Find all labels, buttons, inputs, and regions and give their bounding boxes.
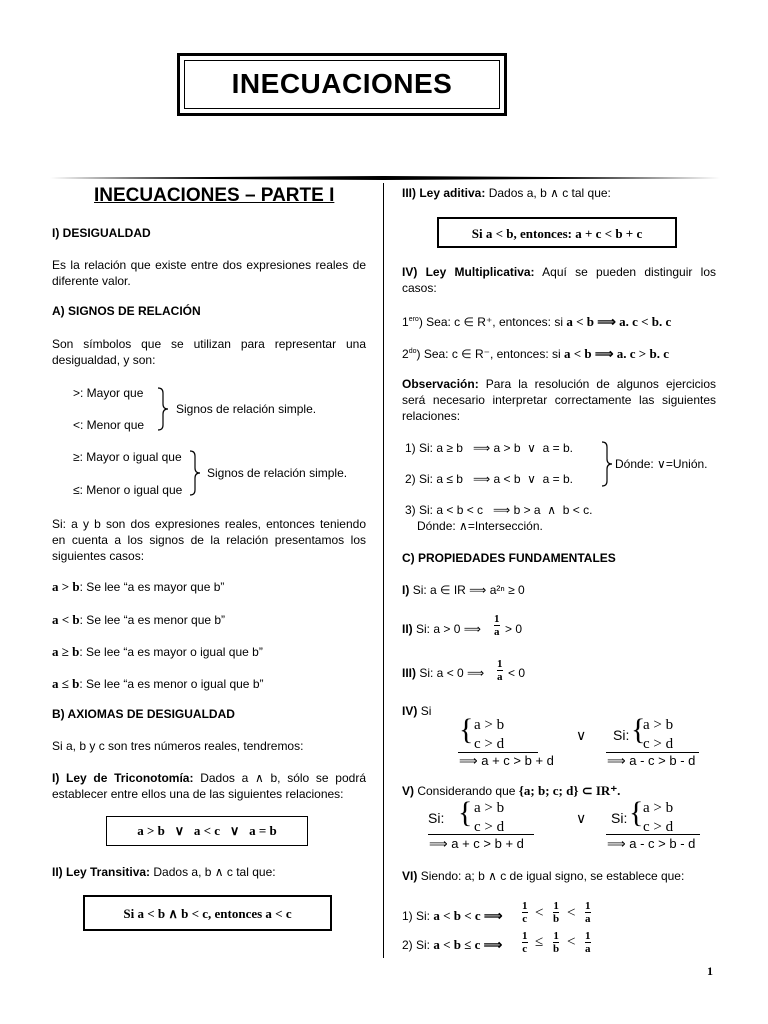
or-symbol: ∨	[576, 810, 587, 826]
signos-title: A) SIGNOS DE RELACIÓN	[52, 304, 201, 318]
si-label: Si:	[613, 727, 630, 743]
prop-6: VI) Siendo: a; b ∧ c de igual signo, se establece que:	[402, 869, 685, 883]
relation-2: 2) Si: a ≤ b ⟹ a < b ∨ a = b.	[405, 472, 573, 486]
case-3: a ≥ b: Se lee “a es mayor o igual que b”	[52, 644, 263, 659]
system-line: a > b	[643, 800, 674, 816]
page-number: 1	[707, 964, 713, 978]
propiedades-title: C) PROPIEDADES FUNDAMENTALES	[402, 551, 616, 565]
system-result: ⟹ a + c > b + d	[429, 836, 524, 851]
brace-icon: {	[459, 713, 474, 746]
ley-multiplicativa: IV) Ley Multiplicativa: Aquí se pueden distinguir los casos:	[402, 265, 716, 295]
relation-3: 3) Si: a < b < c ⟹ b > a ∧ b < c.	[405, 503, 593, 517]
union-note: Dónde: ∨=Unión.	[615, 457, 708, 471]
brace-icon: {	[631, 713, 646, 746]
intersection-note: Dónde: ∧=Intersección.	[417, 519, 543, 533]
relation-1: 1) Si: a ≥ b ⟹ a > b ∨ a = b.	[405, 441, 573, 455]
brace-icon	[188, 450, 202, 496]
fraction: 1 a	[497, 658, 503, 683]
sign-less-equal: ≤: Menor o igual que	[73, 483, 183, 497]
less-symbol: <	[535, 905, 544, 921]
prop-4: IV) Si	[402, 704, 432, 718]
system-result: ⟹ a + c > b + d	[459, 753, 554, 768]
less-equal-symbol: ≤	[535, 934, 544, 950]
page-title: INECUACIONES	[231, 68, 453, 99]
system-line: c > d	[474, 819, 505, 835]
less-symbol: <	[567, 934, 576, 950]
result-rule	[428, 834, 534, 835]
system-line: c > d	[474, 736, 505, 752]
aditiva-box: Si a < b, entonces: a + c < b + c	[437, 217, 677, 248]
prop-3-end: < 0	[508, 666, 526, 680]
case-2: a < b: Se lee “a es menor que b”	[52, 612, 226, 627]
prop-2: II) Si: a > 0 ⟹	[402, 622, 481, 636]
prop-3: III) Si: a < 0 ⟹	[402, 666, 485, 680]
brace-icon	[600, 441, 614, 487]
system-result: ⟹ a - c > b - d	[607, 753, 696, 768]
cases-intro: Si: a y b son dos expresiones reales, entonces teniendo en cuenta a los signos de la relación presentamos los siguientes casos:	[52, 517, 366, 563]
si-label: Si:	[428, 810, 445, 826]
system-line: c > d	[643, 819, 674, 835]
sign-greater: >: Mayor que	[73, 386, 144, 400]
case-4: a ≤ b: Se lee “a es menor o igual que b”	[52, 676, 264, 691]
column-divider	[383, 183, 384, 958]
brace-icon: {	[458, 796, 473, 829]
sign-less: <: Menor que	[73, 418, 145, 432]
ley-transitiva: II) Ley Transitiva: Dados a, b ∧ c tal que:	[52, 865, 276, 879]
fraction: 1 b	[553, 930, 560, 955]
system-result: ⟹ a - c > b - d	[607, 836, 696, 851]
system-line: c > d	[643, 736, 674, 752]
fraction: 1 a	[585, 930, 591, 955]
prop-2-end: > 0	[505, 622, 523, 636]
desigualdad-text: Es la relación que existe entre dos expresiones reales de diferente valor.	[52, 258, 366, 288]
less-symbol: <	[567, 905, 576, 921]
fraction: 1 c	[522, 930, 528, 955]
fraction: 1 a	[494, 613, 500, 638]
top-divider	[50, 176, 720, 180]
sign-greater-equal: ≥: Mayor o igual que	[73, 450, 182, 464]
sign-simple-label: Signos de relación simple.	[176, 402, 317, 416]
fraction: 1 c	[522, 900, 528, 925]
mult-case-1: $1^{ero}$) Sea: c ∈ R⁺, entonces: si a < b ⟹ a. c < b. c	[402, 314, 672, 329]
result-rule	[606, 834, 700, 835]
system-line: a > b	[474, 717, 505, 733]
fraction: 1 a	[585, 900, 591, 925]
prop-6-case-2: 2) Si: a < b ≤ c ⟹	[402, 937, 503, 952]
prop-1: I) Si: a ∈ IR ⟹ a²ⁿ ≥ 0	[402, 583, 525, 597]
title-box	[177, 53, 507, 116]
transitiva-box: Si a < b ∧ b < c, entonces a < c	[83, 895, 332, 931]
si-label: Si:	[611, 810, 628, 826]
or-symbol: ∨	[576, 727, 587, 743]
brace-icon: {	[629, 796, 644, 829]
ley-aditiva: III) Ley aditiva: Dados a, b ∧ c tal que:	[402, 186, 611, 200]
axiomas-title: B) AXIOMAS DE DESIGUALDAD	[52, 707, 235, 721]
tricotomia-box: a > b ∨ a < c ∨ a = b	[106, 816, 308, 846]
brace-icon	[156, 387, 170, 431]
case-1: a > b: Se lee “a es mayor que b”	[52, 579, 225, 594]
prop-5: V) Considerando que {a; b; c; d} ⊂ IR⁺.	[402, 783, 621, 798]
sign-simple-label: Signos de relación simple.	[207, 466, 348, 480]
observacion: Observación: Para la resolución de algunos ejercicios será necesario interpretar correctamente las siguientes relaciones:	[402, 377, 716, 423]
mult-case-2: $2^{do}$) Sea: c ∈ R⁻, entonces: si a < b ⟹ a. c > b. c	[402, 346, 669, 361]
prop-6-case-1: 1) Si: a < b < c ⟹	[402, 908, 503, 923]
signos-text: Son símbolos que se utilizan para representar una desigualdad, y son:	[52, 337, 366, 367]
system-line: a > b	[643, 717, 674, 733]
section-heading: INECUACIONES – PARTE I	[94, 185, 335, 206]
axiomas-text: Si a, b y c son tres números reales, tendremos:	[52, 739, 304, 753]
ley-tricotomia: I) Ley de Triconotomía: Dados a ∧ b, sólo se podrá establecer entre ellos una de las siguientes relaciones:	[52, 771, 366, 801]
fraction: 1 b	[553, 900, 560, 925]
system-line: a > b	[474, 800, 505, 816]
desigualdad-title: I) DESIGUALDAD	[52, 226, 151, 240]
